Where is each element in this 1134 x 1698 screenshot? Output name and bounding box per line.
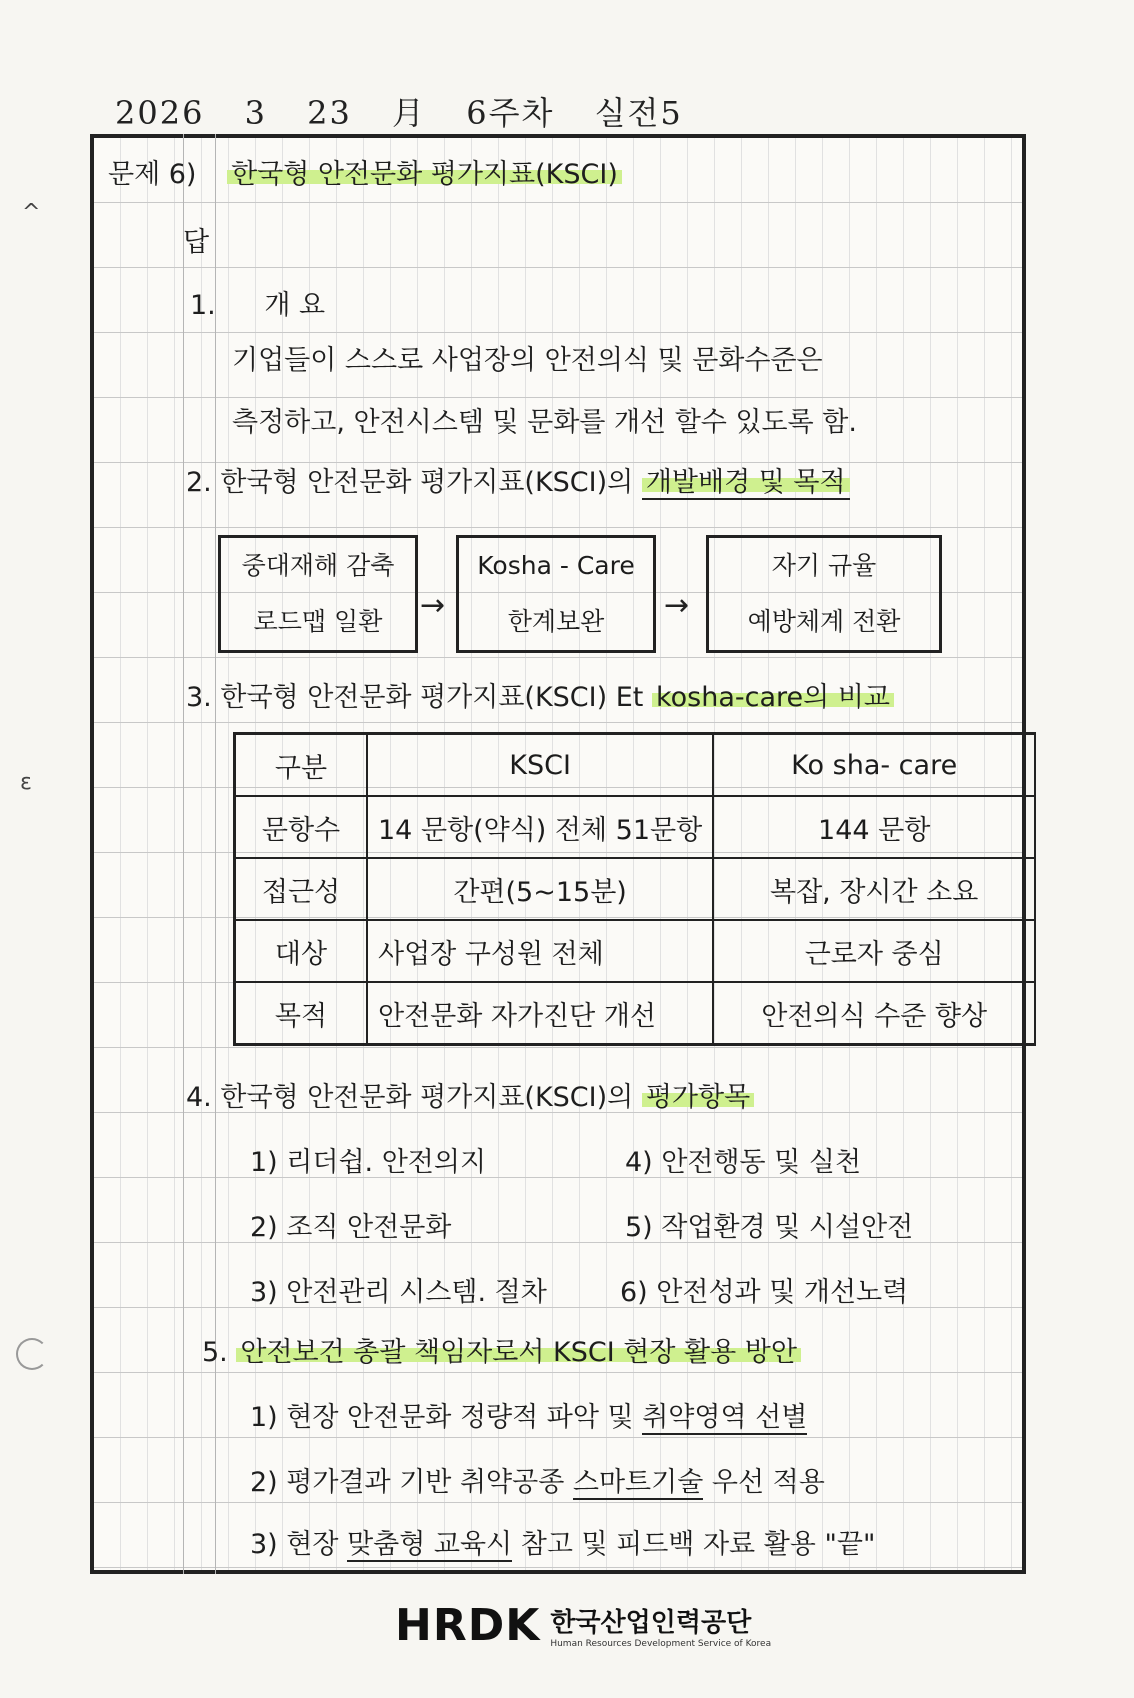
flow-box-1-line2: 로드맵 일환 [253,607,383,636]
sec5-item-2-text: 2) 평가결과 기반 취약공종 [250,1467,565,1498]
sec1-num: 1. [190,290,216,321]
month: 3 [244,94,267,132]
sec2-num: 2. [186,467,212,498]
sec5-item-2 [250,1460,825,1499]
flow-arrow-1: → [420,588,446,623]
flow-box-3-line2: 예방체계 전환 [747,607,901,636]
flow-box-2-line1: Kosha - Care [477,551,635,580]
table-cell: 근로자 중심 [713,920,1035,982]
flow-box-2 [456,535,656,653]
sec4-heading [186,1075,754,1114]
practice: 실전5 [594,94,683,132]
sec4-item-5: 5) 작업환경 및 시설안전 [625,1212,914,1243]
table-header-cell: Ko sha- care [713,734,1035,797]
margin-mark-caret: ^ [22,200,41,225]
sec5-item-2-underlined: 스마트기술 [572,1467,704,1498]
year: 2026 [115,94,205,132]
problem-title: 한국형 안전문화 평가지표(KSCI) [227,159,622,190]
sec3-title-highlight: kosha-care의 비교 [652,682,894,713]
table-row [235,796,1036,858]
sec5-item-3-text-post: 참고 및 피드백 자료 활용 "끝" [520,1529,876,1560]
table-cell: 144 문항 [713,796,1035,858]
sec1-heading [190,283,325,322]
sec2-title-highlight: 개발배경 및 목적 [642,467,850,500]
sec5-item-3-underlined: 맞춤형 교육시 [347,1529,513,1560]
date-header [115,88,711,134]
sec4-title-pre: 한국형 안전문화 평가지표(KSCI)의 [220,1082,634,1113]
sec4-item-1: 1) 리더쉽. 안전의지 [250,1147,487,1178]
table-row [235,858,1036,920]
flow-box-3-line1: 자기 규율 [771,551,877,580]
margin-line-1 [183,134,184,1574]
sec4-item-2: 2) 조직 안전문화 [250,1212,452,1243]
org-name: 한국산업인력공단 [550,1608,752,1638]
table-cell: 간편(5~15분) [367,858,713,920]
sec3-title-pre: 한국형 안전문화 평가지표(KSCI) Et [220,682,644,713]
sec4-item-4: 4) 안전행동 및 실천 [625,1147,862,1178]
table-header-cell: 구분 [235,734,368,797]
sec4-num: 4. [186,1082,212,1113]
flow-arrow-2: → [664,588,690,623]
sec4-item-3: 3) 안전관리 시스템. 절차 [250,1277,547,1308]
hrdk-logo: HRDK [395,1600,541,1651]
sec5-heading [202,1330,801,1369]
sec2-title-pre: 한국형 안전문화 평가지표(KSCI)의 [220,467,634,498]
sec5-item-3 [250,1522,875,1561]
sec4-item-6: 6) 안전성과 및 개선노력 [620,1277,909,1308]
table-cell: 목적 [235,982,368,1045]
binder-hole [16,1338,48,1370]
table-cell: 안전의식 수준 향상 [713,982,1035,1045]
table-header-row [235,734,1036,797]
sec5-item-3-text: 3) 현장 [250,1529,339,1560]
sec1-line2: 측정하고, 안전시스템 및 문화를 개선 할수 있도록 함. [232,407,857,438]
margin-mark-small: ε [20,770,32,795]
session: 6주차 [466,94,555,132]
flow-box-1-line1: 중대재해 감축 [241,551,395,580]
table-cell: 14 문항(약식) 전체 51문항 [367,796,713,858]
sec5-item-1-text: 1) 현장 안전문화 정량적 파악 및 [250,1402,634,1433]
sec3-num: 3. [186,682,212,713]
sec5-item-1 [250,1395,807,1434]
weekday: 月 [392,94,427,132]
table-cell: 접근성 [235,858,368,920]
answer-label: 답 [183,227,210,258]
table-cell: 복잡, 장시간 소요 [713,858,1035,920]
sec5-num: 5. [202,1337,228,1368]
sec2-heading [186,460,850,499]
footer-logo [395,1600,771,1651]
sec5-item-1-underlined: 취약영역 선별 [642,1402,808,1433]
org-name-en: Human Resources Development Service of Korea [550,1639,772,1649]
sec4-title-highlight: 평가항목 [642,1082,754,1113]
table-row [235,920,1036,982]
sec5-title: 안전보건 총괄 책임자로서 KSCI 현장 활용 방안 [236,1337,801,1368]
table-cell: 대상 [235,920,368,982]
sec5-item-2-text-post: 우선 적용 [711,1467,825,1498]
sec1-line1: 기업들이 스스로 사업장의 안전의식 및 문화수준은 [232,345,823,376]
flow-box-2-line2: 한계보완 [507,607,605,636]
sec1-title: 개 요 [264,290,326,321]
problem-line [108,152,622,191]
org-block [550,1602,771,1649]
day: 23 [307,94,352,132]
table-cell: 사업장 구성원 전체 [367,920,713,982]
table-row [235,982,1036,1045]
problem-label: 문제 6) [108,159,197,190]
sec3-heading [186,675,894,714]
comparison-table [233,732,1036,1046]
flow-box-3 [706,535,942,653]
table-cell: 문항수 [235,796,368,858]
flow-box-1 [218,535,418,653]
table-header-cell: KSCI [367,734,713,797]
table-cell: 안전문화 자가진단 개선 [367,982,713,1045]
